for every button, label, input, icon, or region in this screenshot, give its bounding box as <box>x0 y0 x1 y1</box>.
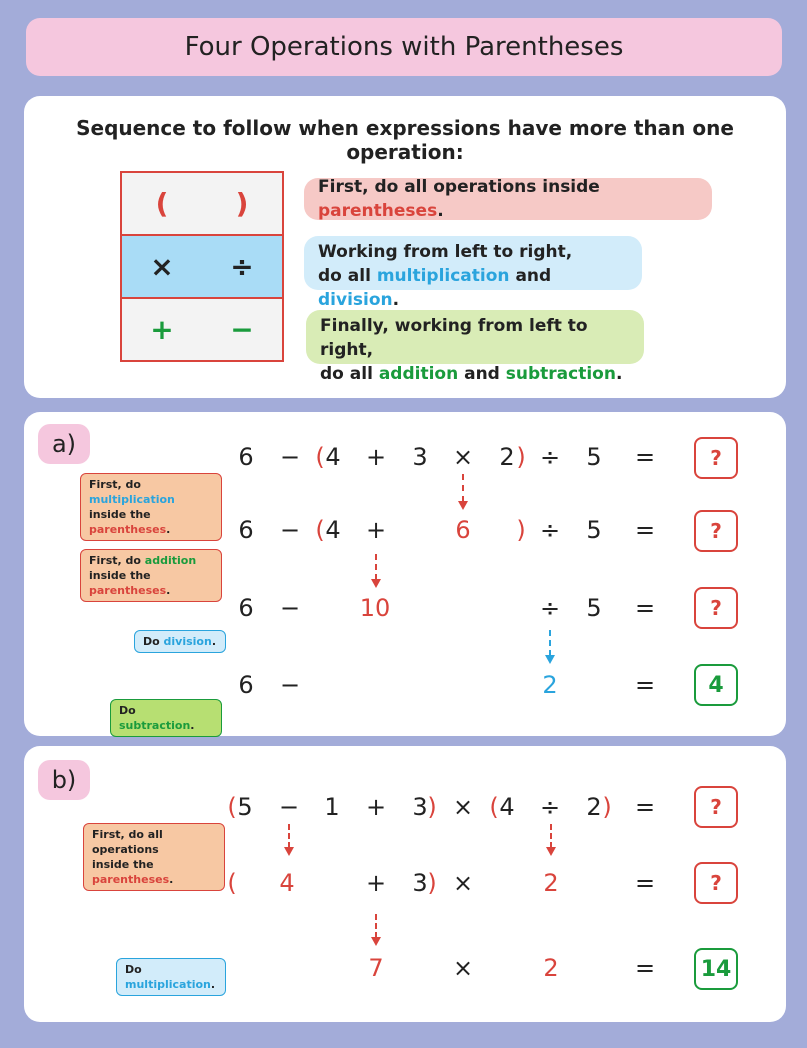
b-r2-tok: + <box>365 869 387 897</box>
a-r2-tok: + <box>365 516 387 544</box>
b-r2-tok: 3 <box>412 869 428 897</box>
a-final-answer[interactable]: 4 <box>694 664 738 706</box>
a-r1-tok: − <box>279 443 301 471</box>
hint-highlight: multiplication <box>89 493 175 506</box>
step3-mid: and <box>458 364 506 384</box>
a-r1-tok: × <box>452 443 474 471</box>
b-r2-tok: × <box>452 869 474 897</box>
b-r1-tok: ) <box>427 793 437 821</box>
hint-highlight: subtraction <box>119 719 191 732</box>
hint-text: First, do <box>89 554 145 567</box>
b-answer-box[interactable]: ? <box>694 786 738 828</box>
a-r1-tok: ÷ <box>539 443 561 471</box>
hint-text: Do <box>143 635 164 648</box>
step1-period: . <box>437 201 444 221</box>
step3-hl-add: addition <box>378 364 459 384</box>
a-r1-tok: 4 <box>325 443 341 471</box>
a-r4-tok: − <box>279 671 301 699</box>
a-r3-tok: ÷ <box>539 594 561 622</box>
mult-div-row <box>122 234 282 297</box>
a-answer-box[interactable]: ? <box>694 437 738 479</box>
arrow-icon <box>462 474 464 502</box>
b-r1-tok: + <box>365 793 387 821</box>
close-paren-symbol: ) <box>235 187 249 220</box>
arrow-icon <box>549 630 551 656</box>
add-sub-row <box>122 297 282 360</box>
hint-text: Do <box>119 704 136 717</box>
a-hint-division <box>134 630 226 653</box>
step2-pre: do all <box>318 266 377 286</box>
b-r3-tok: = <box>634 954 656 982</box>
b-r1-tok: 3 <box>412 793 428 821</box>
step2-post: . <box>392 290 400 310</box>
a-r2-tok: 5 <box>586 516 602 544</box>
part-b-card <box>24 746 786 1022</box>
arrow-icon <box>288 824 290 848</box>
step3-note <box>306 310 644 384</box>
part-a-label: a) <box>38 424 90 464</box>
sequence-card <box>24 96 786 398</box>
a-r2-tok: 6 <box>238 516 254 544</box>
a-r2-tok: 4 <box>325 516 341 544</box>
step2-line1: Working from left to right, <box>318 242 573 262</box>
hint-text: First, do all operations <box>92 828 163 856</box>
b-hint-multiplication <box>116 958 226 996</box>
hint-highlight: addition <box>144 554 197 567</box>
hint-highlight: parentheses <box>89 584 167 597</box>
b-r1-tok: ( <box>489 793 499 821</box>
step1-text: First, do all operations inside <box>318 177 600 197</box>
a-r2-tok: − <box>279 516 301 544</box>
hint-text: inside the <box>89 569 151 582</box>
step3-pre: do all <box>320 364 379 384</box>
a-r1-tok: 6 <box>238 443 254 471</box>
precedence-table <box>120 171 284 362</box>
b-r2-tok: ( <box>227 869 237 897</box>
hint-text: . <box>166 523 171 536</box>
a-r3-tok: 5 <box>586 594 602 622</box>
a-hint-subtraction <box>110 699 222 737</box>
b-r2-tok: = <box>634 869 656 897</box>
step2-note <box>304 236 642 310</box>
step3-hl-sub: subtraction <box>505 364 616 384</box>
minus-symbol: − <box>230 313 254 346</box>
a-r1-tok: ) <box>516 443 526 471</box>
hint-text: inside the <box>89 508 151 521</box>
arrow-icon <box>550 824 552 848</box>
a-r2-tok: ) <box>516 516 526 544</box>
b-answer-box[interactable]: ? <box>694 862 738 904</box>
b-r2-tok: 2 <box>543 869 559 897</box>
b-r3-tok: × <box>452 954 474 982</box>
b-r1-tok: ÷ <box>539 793 561 821</box>
a-r4-tok: = <box>634 671 656 699</box>
step2-mid: and <box>509 266 552 286</box>
a-r4-tok: 6 <box>238 671 254 699</box>
divide-symbol: ÷ <box>230 250 254 283</box>
part-b-label: b) <box>38 760 90 800</box>
a-r3-tok: − <box>279 594 301 622</box>
hint-highlight: division <box>163 635 212 648</box>
a-r3-tok: = <box>634 594 656 622</box>
page-title: Four Operations with Parentheses <box>26 18 782 76</box>
hint-text: inside the <box>92 858 154 871</box>
step2-hl-div: division <box>318 290 393 310</box>
a-r3-tok: 10 <box>359 594 391 622</box>
sequence-heading: Sequence to follow when expressions have more than one operation: <box>76 116 734 164</box>
a-hint-addition <box>80 549 222 602</box>
hint-text: . <box>210 978 216 991</box>
a-r2-tok: = <box>634 516 656 544</box>
hint-text: . <box>166 584 171 597</box>
b-r1-tok: × <box>452 793 474 821</box>
b-r1-tok: ) <box>602 793 612 821</box>
a-r1-tok: = <box>634 443 656 471</box>
arrow-icon <box>375 914 377 938</box>
step3-post: . <box>615 364 623 384</box>
step2-hl-mult: multiplication <box>376 266 510 286</box>
step1-highlight: parentheses <box>318 201 438 221</box>
hint-highlight: parentheses <box>89 523 167 536</box>
hint-text: . <box>169 873 174 886</box>
hint-text: . <box>190 719 195 732</box>
a-r2-tok: 6 <box>455 516 471 544</box>
b-r1-tok: 1 <box>324 793 340 821</box>
step3-line1: Finally, working from left to right, <box>320 316 588 360</box>
a-answer-box[interactable]: ? <box>694 510 738 552</box>
hint-text: Do <box>125 963 142 976</box>
a-r1-tok: ( <box>315 443 325 471</box>
a-r2-tok: ÷ <box>539 516 561 544</box>
b-r2-tok: 4 <box>279 869 295 897</box>
b-r3-tok: 7 <box>368 954 384 982</box>
hint-text: . <box>211 635 217 648</box>
a-r1-tok: 5 <box>586 443 602 471</box>
hint-highlight: parentheses <box>92 873 170 886</box>
a-answer-box[interactable]: ? <box>694 587 738 629</box>
multiply-symbol: × <box>150 250 174 283</box>
b-hint-parentheses <box>83 823 225 891</box>
a-r1-tok: 2 <box>499 443 515 471</box>
b-r1-tok: 5 <box>237 793 253 821</box>
b-r1-tok: − <box>278 793 300 821</box>
a-hint-multiplication <box>80 473 222 541</box>
hint-highlight: multiplication <box>125 978 211 991</box>
b-r3-tok: 2 <box>543 954 559 982</box>
part-a-card <box>24 412 786 736</box>
a-r1-tok: 3 <box>412 443 428 471</box>
b-final-answer[interactable]: 14 <box>694 948 738 990</box>
step1-note <box>304 178 712 220</box>
arrow-icon <box>375 554 377 580</box>
a-r3-tok: 6 <box>238 594 254 622</box>
b-r2-tok: ) <box>427 869 437 897</box>
parentheses-row <box>122 173 282 234</box>
plus-symbol: + <box>150 313 174 346</box>
b-r1-tok: = <box>634 793 656 821</box>
hint-text: First, do <box>89 478 141 491</box>
b-r1-tok: ( <box>227 793 237 821</box>
a-r4-tok: 2 <box>542 671 558 699</box>
b-r1-tok: 4 <box>499 793 515 821</box>
open-paren-symbol: ( <box>155 187 169 220</box>
a-r1-tok: + <box>365 443 387 471</box>
b-r1-tok: 2 <box>586 793 602 821</box>
a-r2-tok: ( <box>315 516 325 544</box>
